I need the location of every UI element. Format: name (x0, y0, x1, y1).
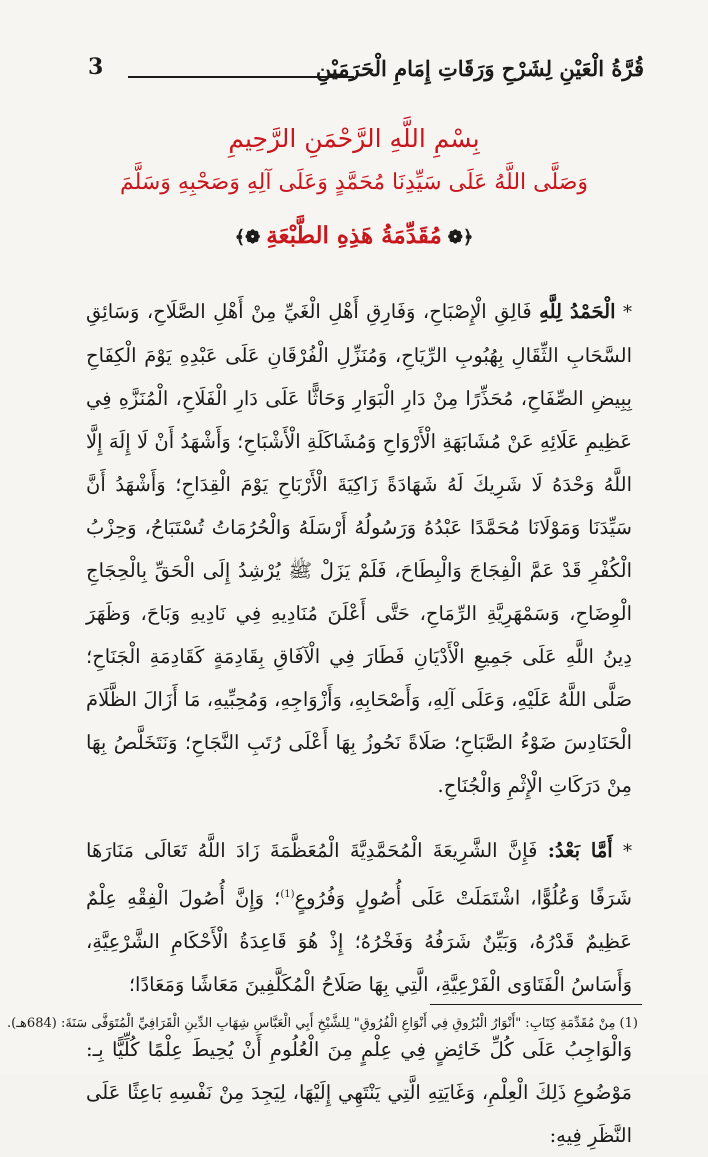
paragraph-lead: الْحَمْدُ لِلَّهِ (539, 300, 616, 323)
section-title (0, 222, 708, 249)
paragraph-hamd (86, 290, 632, 807)
paragraph-star: * (623, 841, 632, 862)
paragraph-amma-bad (86, 829, 632, 1006)
section-title-text: مُقَدِّمَةُ هَذِهِ الطَّبْعَةِ (266, 222, 442, 249)
paragraph-text: فَالِقِ الْإِصْبَاحِ، وَفَارِقِ أَهْلِ الْغَيِّ مِنْ أَهْلِ الصَّلَاحِ، وَسَائِقِ السَّحَابِ الثِّقَالِ بِهُبُوبِ الرِّيَاحِ، وَمُنَزِّلِ الْفُرْقَانِ عَلَى عَبْدِهِ يَوْمَ الْكِفَاحِ بِبِيضِ الصِّفَاحِ، مُحَذِّرًا مِنْ دَارِ الْبَوَارِ وَحَاثًّا عَلَى دَارِ الْفَلَاحِ، الْمُنَزَّهِ فِي عَظِيمِ عَلَائِهِ عَنْ مُشَابَهَةِ الْأَرْوَاحِ وَمُشَاكَلَةِ الْأَشْبَاحِ؛ وَأَشْهَدُ أَنْ لَا إِلَهَ إِلَّا اللَّهُ وَحْدَهُ لَا شَرِيكَ لَهُ شَهَادَةً زَاكِيَةَ الْأَرْبَاحِ يَوْمَ الْقِدَاحِ؛ وَأَشْهَدُ أَنَّ سَيِّدَنَا وَمَوْلَانَا مُحَمَّدًا عَبْدُهُ وَرَسُولُهُ أَرْسَلَهُ وَالْحُرُمَاتُ تُسْتَبَاحُ، وَحِزْبُ الْكُفْرِ قَدْ عَمَّ الْفِجَاجَ وَالْبِطَاحَ، فَلَمْ يَزَلْ ﷺ يُرْشِدُ إِلَى الْحَقِّ بِالْحِجَاجِ الْوِضَاحِ، وَسَمْهَرِيَّةِ الرِّمَاحِ، حَتَّى أَعْلَنَ مُنَادِيهِ فِي نَادِيهِ وَبَاحَ، وَظَهَرَ دِينُ اللَّهِ عَلَى جَمِيعِ الْأَدْيَانِ فَطَارَ فِي الْآفَاقِ بِقَادِمَةٍ كَقَادِمَةِ الْجَنَاحِ؛ صَلَّى اللَّهُ عَلَيْهِ، وَعَلَى آلِهِ، وَأَصْحَابِهِ، وَأَزْوَاجِهِ، وَمُحِبِّيهِ، مَا أَزَالَ الظَّلَامَ الْحَنَادِسَ ضَوْءُ الصَّبَاحِ؛ صَلَاةً نَحُوزُ بِهَا أَعْلَى رُتَبِ النَّجَاحِ؛ وَنَتَخَلَّصُ بِهَا مِنْ دَرَكَاتِ الْإِثْمِ وَالْجُنَاحِ. (86, 300, 632, 797)
running-header (88, 52, 644, 92)
footnote-rule (430, 1004, 642, 1005)
paragraph-text: وَالْوَاجِبُ عَلَى كُلِّ خَائِضٍ فِي عِلْمٍ مِنَ الْعُلُومِ أَنْ يُحِيطَ عِلْمًا كُلِّيًّا بِـ: مَوْضُوعِ ذَلِكَ الْعِلْمِ، وَغَايَتِهِ الَّتِي يَنْتَهِي إِلَيْهَا، لِيَجِدَ مِنْ نَفْسِهِ بَاعِثًا عَلَى النَّظَرِ فِيهِ: (86, 1037, 632, 1147)
paragraph-wajib (86, 1028, 632, 1157)
ornament-right-icon: ﴿❁ (447, 227, 474, 248)
footnote-mark[interactable]: (1) (280, 889, 295, 900)
page-number: 3 (88, 54, 104, 80)
salawat-line: وَصَلَّى اللَّهُ عَلَى سَيِّدِنَا مُحَمَّدٍ وَعَلَى آلِهِ وَصَحْبِهِ وَسَلَّمَ (119, 170, 589, 195)
basmala: بِسْمِ اللَّهِ الرَّحْمَنِ الرَّحِيمِ (228, 124, 480, 153)
footnote: (1) مِنْ مُقَدِّمَةِ كِتَابِ: "أَنْوَارُ الْبُرُوقِ فِي أَنْوَاعِ الْفُرُوقِ" لِلشَّيْخِ أَبِي الْعَبَّاسِ شِهَابِ الدِّينِ الْقَرَافِيِّ الْمُتَوَفَّى سَنَةَ: (684هـ). (7, 1016, 638, 1031)
paragraph-text: ؛ وَإِنَّ أُصُولَ الْفِقْهِ عِلْمٌ عَظِيمٌ قَدْرُهُ، وَبَيِّنٌ شَرَفُهُ وَفَخْرُهُ؛ إِذْ هُوَ قَاعِدَةُ الْأَحْكَامِ الشَّرْعِيَّةِ، وَأَسَاسُ الْفَتَاوَى الْفَرْعِيَّةِ، الَّتِي بِهَا صَلَاحُ الْمُكَلَّفِينَ مَعَاشًا وَمَعَادًا؛ (86, 886, 632, 996)
paragraph-star: * (622, 302, 632, 323)
header-rule (128, 76, 354, 78)
paragraph-lead: أَمَّا بَعْدُ: (547, 839, 613, 862)
paragraph-text: فَإِنَّ الشَّرِيعَةَ الْمُحَمَّدِيَّةَ الْمُعَظَّمَةَ زَادَ اللَّهُ تَعَالَى مَنَارَهَا شَرَفًا وَعُلُوًّا، اشْتَمَلَتْ عَلَى أُصُولٍ وَفُرُوعٍ (86, 839, 632, 910)
header-title: قُرَّةُ الْعَيْنِ لِشَرْحِ وَرَقَاتِ إِمَامِ الْحَرَمَيْنِ (315, 56, 644, 81)
ornament-left-icon: ❁﴾ (234, 227, 261, 248)
